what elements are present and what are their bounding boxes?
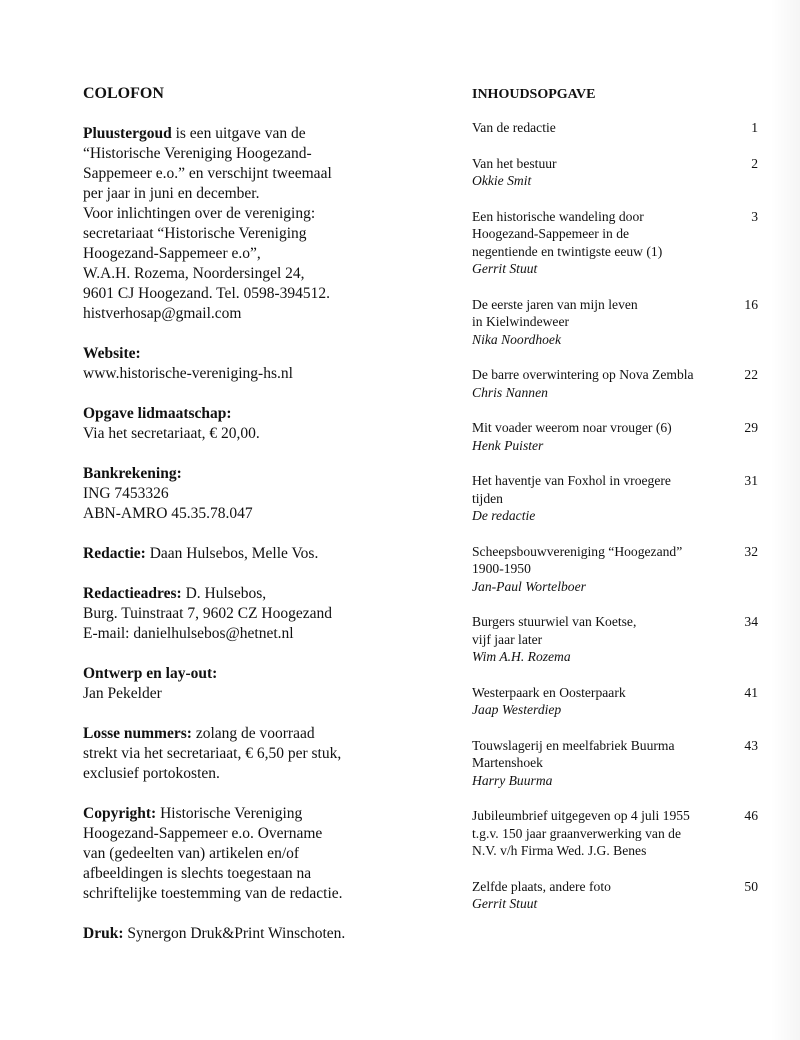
toc-title-line: Mit voader weerom noar vrouger (6): [472, 420, 672, 435]
intro-line-5: Voor inlichtingen over de vereniging:: [83, 205, 316, 222]
copyright-line-5: schriftelijke toestemming van de redactie.: [83, 885, 343, 902]
loose-issues-block: Losse nummers: zolang de voorraad strekt via het secretariaat, € 6,50 per stuk, exclusief portokosten.: [83, 724, 413, 784]
toc-title-line: Hoogezand-Sappemeer in de: [472, 226, 630, 241]
toc-entry-page-number: 2: [751, 155, 758, 171]
loose-issues-line-3: exclusief portokosten.: [83, 765, 220, 782]
toc-entry: [472, 366, 758, 401]
toc-title-line: Jubileumbrief uitgegeven op 4 juli 1955: [472, 808, 690, 823]
toc-entry-author: Jaap Westerdiep: [472, 702, 562, 717]
colofon-column: [83, 84, 413, 964]
copyright-block: Copyright: Historische Vereniging Hoogezand-Sappemeer e.o. Overname van (gedeelten van) artikelen en/of afbeeldingen is slechts toegestaan na schriftelijke toestemming van de redactie.: [83, 804, 413, 904]
intro-line-7: Hoogezand-Sappemeer e.o”,: [83, 245, 261, 262]
toc-entry-author: Henk Puister: [472, 437, 544, 453]
toc-entry-author: Gerrit Stuut: [472, 896, 538, 911]
toc-title-line: Westerpaark en Oosterpaark: [472, 684, 626, 700]
toc-entry-title: [472, 684, 722, 719]
editorial-address-email: E-mail: danielhulsebos@hetnet.nl: [83, 625, 294, 642]
toc-entry: [472, 119, 758, 137]
toc-entry-title: [472, 208, 722, 278]
toc-column: [472, 86, 758, 931]
toc-entry-page-number: 43: [744, 737, 758, 753]
toc-title-line: Martenshoek: [472, 755, 543, 770]
design-label: Ontwerp en lay-out:: [83, 665, 218, 682]
toc-entry-author: Okkie Smit: [472, 173, 532, 188]
toc-list: [472, 119, 758, 913]
toc-entry-author: Wim A.H. Rozema: [472, 649, 571, 664]
toc-entry-author: Gerrit Stuut: [472, 261, 538, 276]
website-block: [83, 344, 413, 384]
colofon-heading: COLOFON: [83, 85, 164, 102]
toc-entry-author: Chris Nannen: [472, 384, 548, 400]
toc-title-line: Het haventje van Foxhol in vroegere: [472, 473, 671, 488]
toc-entry-page-number: 46: [744, 808, 758, 823]
toc-entry-author: Harry Buurma: [472, 772, 553, 788]
toc-entry-page-number: 50: [744, 878, 758, 894]
toc-entry: [472, 878, 758, 913]
intro-line-6: secretariaat “Historische Vereniging: [83, 225, 307, 242]
toc-entry-page-number: 1: [751, 120, 758, 135]
membership-label: Opgave lidmaatschap:: [83, 405, 232, 422]
toc-title-line: Van de redactie: [472, 120, 556, 135]
toc-title-line: negentiende en twintigste eeuw (1): [472, 243, 663, 259]
toc-entry-title: [472, 878, 722, 913]
copyright-line-4: afbeeldingen is slechts toegestaan na: [83, 865, 312, 882]
editorial-address-label: Redactieadres:: [83, 585, 182, 602]
toc-entry: [472, 807, 758, 860]
toc-title-line: tijden: [472, 490, 503, 506]
toc-entry-author: Jan-Paul Wortelboer: [472, 578, 586, 594]
publication-name: Pluustergoud: [83, 125, 172, 142]
toc-entry-page-number: 34: [744, 614, 758, 629]
toc-entry-title: [472, 543, 722, 596]
toc-entry: [472, 155, 758, 190]
intro-line-2: “Historische Vereniging Hoogezand-: [83, 145, 312, 162]
toc-title-line: Burgers stuurwiel van Koetse,: [472, 614, 637, 629]
toc-title-line: 1900-1950: [472, 561, 531, 576]
toc-title-line: De barre overwintering op Nova Zembla: [472, 367, 694, 382]
toc-entry: [472, 737, 758, 790]
intro-line-1: Pluustergoud is een uitgave van de: [83, 125, 306, 142]
toc-title-line: De eerste jaren van mijn leven: [472, 296, 638, 312]
print-label: Druk:: [83, 925, 124, 942]
intro-line-3: Sappemeer e.o.” en verschijnt tweemaal: [83, 165, 332, 182]
toc-entry-title: [472, 119, 722, 137]
toc-title-line: Een historische wandeling door: [472, 208, 644, 224]
editors-block: [83, 544, 413, 564]
website-url: www.historische-vereniging-hs.nl: [83, 365, 293, 382]
page-edge-shadow: [770, 0, 800, 1040]
toc-entry-page-number: 41: [744, 684, 758, 700]
toc-entry-page-number: 29: [744, 420, 758, 435]
design-block: [83, 664, 413, 704]
toc-entry-title: [472, 296, 722, 349]
toc-title-line: vijf jaar later: [472, 631, 543, 647]
bank-label: Bankrekening:: [83, 465, 182, 482]
bank-line-1: ING 7453326: [83, 485, 169, 502]
toc-entry-page-number: 22: [744, 367, 758, 382]
loose-issues-label: Losse nummers:: [83, 725, 192, 742]
membership-block: [83, 404, 413, 444]
toc-title-line: Scheepsbouwvereniging “Hoogezand”: [472, 543, 683, 559]
membership-value: Via het secretariaat, € 20,00.: [83, 425, 260, 442]
design-value: Jan Pekelder: [83, 685, 162, 702]
toc-entry: [472, 472, 758, 525]
toc-entry-page-number: 3: [751, 208, 758, 224]
toc-entry-title: [472, 472, 722, 525]
copyright-line-2: Hoogezand-Sappemeer e.o. Overname: [83, 825, 323, 842]
toc-entry-title: [472, 155, 722, 190]
intro-line-8: W.A.H. Rozema, Noordersingel 24,: [83, 265, 305, 282]
website-label: Website:: [83, 345, 141, 362]
toc-entry-title: [472, 419, 722, 454]
toc-entry: [472, 613, 758, 666]
toc-entry: [472, 419, 758, 454]
loose-issues-line-2: strekt via het secretariaat, € 6,50 per stuk,: [83, 745, 342, 762]
intro-line-4: per jaar in juni en december.: [83, 185, 260, 202]
editors-label: Redactie:: [83, 545, 146, 562]
toc-entry-page-number: 16: [744, 296, 758, 312]
toc-entry: [472, 296, 758, 349]
toc-entry: [472, 684, 758, 719]
toc-title-line: t.g.v. 150 jaar graanverwerking van de: [472, 825, 681, 841]
print-block: [83, 924, 413, 944]
colofon-intro: [83, 124, 413, 324]
editorial-address-line-2: Burg. Tuinstraat 7, 9602 CZ Hoogezand: [83, 605, 332, 622]
toc-entry: [472, 543, 758, 596]
toc-title-line: N.V. v/h Firma Wed. J.G. Benes: [472, 843, 647, 858]
toc-entry-title: [472, 613, 722, 666]
toc-entry-page-number: 32: [744, 543, 758, 559]
toc-entry: [472, 208, 758, 278]
toc-entry-author: Nika Noordhoek: [472, 331, 561, 347]
toc-entry-title: [472, 807, 722, 860]
toc-title-line: Zelfde plaats, andere foto: [472, 878, 611, 894]
contact-email: histverhosap@gmail.com: [83, 305, 242, 322]
toc-heading: INHOUDSOPGAVE: [472, 87, 596, 102]
toc-entry-title: [472, 366, 722, 401]
editors-value: Daan Hulsebos, Melle Vos.: [145, 545, 319, 562]
toc-entry-author: De redactie: [472, 508, 536, 523]
copyright-line-3: van (gedeelten van) artikelen en/of: [83, 845, 300, 862]
toc-entry-title: [472, 737, 722, 790]
bank-block: [83, 464, 413, 524]
print-value: Synergon Druk&Print Winschoten.: [123, 925, 346, 942]
toc-title-line: Touwslagerij en meelfabriek Buurma: [472, 737, 675, 753]
toc-title-line: Van het bestuur: [472, 155, 557, 171]
intro-line-9: 9601 CJ Hoogezand. Tel. 0598-394512.: [83, 285, 331, 302]
toc-entry-page-number: 31: [744, 473, 758, 488]
editorial-address-block: Redactieadres: D. Hulsebos, Burg. Tuinstraat 7, 9602 CZ Hoogezand E-mail: danielhulsebos@hetnet.nl: [83, 584, 413, 644]
copyright-label: Copyright:: [83, 805, 157, 822]
toc-title-line: in Kielwindeweer: [472, 314, 570, 329]
bank-line-2: ABN-AMRO 45.35.78.047: [83, 505, 253, 522]
